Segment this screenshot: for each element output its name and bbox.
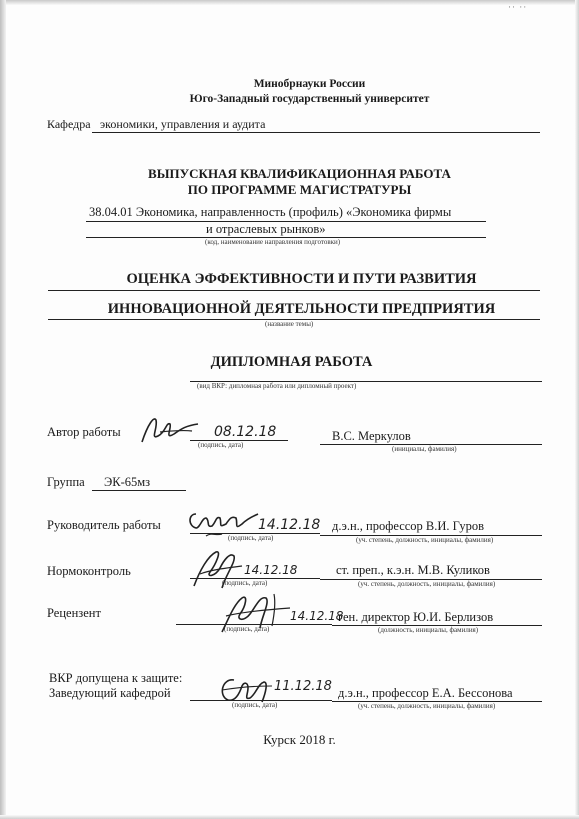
department-label: Кафедра — [47, 117, 91, 131]
work-type-line2: ПО ПРОГРАММЕ МАГИСТРАТУРЫ — [187, 182, 412, 197]
admission-name: д.э.н., профессор Е.А. Бессонова — [338, 686, 513, 700]
supervisor-date: 14.12.18 — [258, 517, 321, 533]
supervisor-label: Руководитель работы — [47, 518, 161, 532]
reviewer-label: Рецензент — [47, 606, 101, 620]
author-name: В.С. Меркулов — [332, 429, 411, 443]
scan-edge-right — [575, 0, 579, 819]
normcontrol-date: 14.12.18 — [244, 563, 298, 577]
direction-line2: и отраслевых рынков» — [206, 222, 326, 236]
normcontrol-name: ст. преп., к.э.н. М.В. Куликов — [336, 563, 490, 577]
scan-speckle-mark: ·· ·· — [508, 2, 528, 12]
topic-line2: ИННОВАЦИОННОЙ ДЕЯТЕЛЬНОСТИ ПРЕДПРИЯТИЯ — [107, 301, 496, 317]
reviewer-signature-caption: (подпись, дата) — [224, 625, 270, 633]
reviewer-name-caption: (должность, инициалы, фамилия) — [378, 626, 479, 634]
vkr-kind-value: ДИПЛОМНАЯ РАБОТА — [210, 354, 373, 370]
reviewer-name: ген. директор Ю.И. Берлизов — [338, 610, 494, 624]
ministry-name: Минобрнауки России — [253, 78, 366, 90]
normcontrol-label: Нормоконтроль — [47, 564, 131, 578]
author-name-caption: (инициалы, фамилия) — [392, 445, 457, 453]
university-name: Юго-Западный государственный университет — [189, 93, 430, 105]
direction-line1: 38.04.01 Экономика, направленность (профиль) «Экономика фирмы — [89, 205, 452, 219]
author-label: Автор работы — [47, 425, 121, 439]
topic-line1: ОЦЕНКА ЭФФЕКТИВНОСТИ И ПУТИ РАЗВИТИЯ — [126, 271, 477, 287]
department-value: экономики, управления и аудита — [100, 117, 266, 131]
admission-date: 11.12.18 — [274, 679, 332, 694]
normcontrol-signature-caption: (подпись, дата) — [222, 579, 268, 587]
admission-line1: ВКР допущена к защите: — [49, 671, 183, 685]
supervisor-signature-caption: (подпись, дата) — [228, 534, 274, 542]
author-signature-icon — [140, 414, 200, 446]
admission-name-caption: (уч. степень, должность, инициалы, фамилия) — [358, 702, 496, 710]
supervisor-name-caption: (уч. степень, должность, инициалы, фамилия) — [356, 536, 494, 544]
department-underline — [92, 132, 540, 133]
group-underline — [92, 490, 186, 491]
topic-underline1 — [48, 290, 540, 291]
scan-edge-top — [0, 0, 579, 5]
scan-edge-bottom — [0, 815, 579, 819]
admission-line2: Заведующий кафедрой — [49, 686, 171, 700]
group-value: ЭК-65мз — [104, 475, 151, 489]
supervisor-name: д.э.н., профессор В.И. Гуров — [332, 519, 485, 533]
author-date: 08.12.18 — [214, 424, 277, 440]
author-signature-caption: (подпись, дата) — [198, 441, 244, 449]
work-type-line1: ВЫПУСКНАЯ КВАЛИФИКАЦИОННАЯ РАБОТА — [148, 166, 451, 181]
reviewer-date: 14.12.18 — [290, 609, 344, 623]
normcontrol-name-caption: (уч. степень, должность, инициалы, фамилия) — [358, 580, 496, 588]
admission-signature-caption: (подпись, дата) — [232, 701, 278, 709]
topic-caption: (название темы) — [265, 320, 314, 328]
vkr-kind-caption: (вид ВКР: дипломная работа или дипломный проект) — [197, 382, 357, 390]
city-year: Курск 2018 г. — [263, 732, 336, 747]
group-label: Группа — [47, 475, 85, 489]
direction-caption: (код, наименование направления подготовки) — [205, 238, 341, 246]
scan-edge-left — [0, 0, 6, 819]
